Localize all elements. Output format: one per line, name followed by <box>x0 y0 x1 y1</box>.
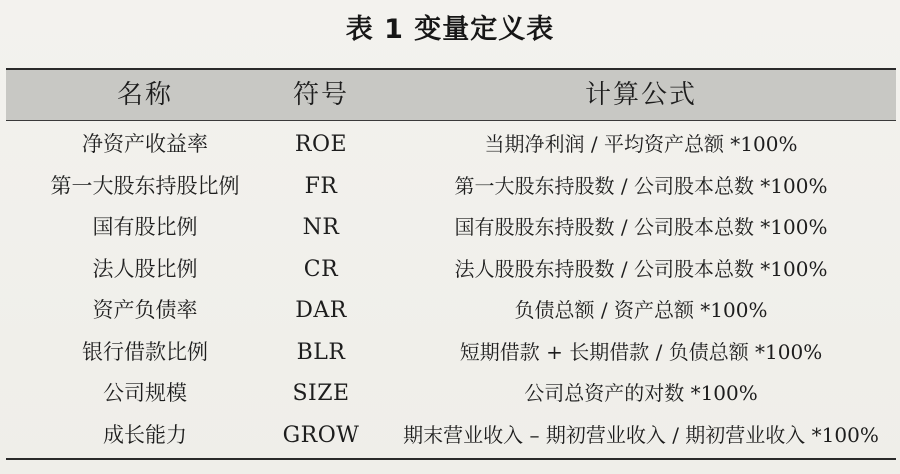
header-formula: 计算公式 <box>584 80 697 110</box>
table-bottom-rule <box>6 458 896 460</box>
row-name: 公司规模 <box>103 381 187 405</box>
table-row <box>6 415 896 457</box>
row-symbol: DAR <box>295 298 347 323</box>
table-row <box>6 332 896 374</box>
table-row <box>6 373 896 415</box>
table-row <box>6 249 896 291</box>
row-symbol: SIZE <box>292 381 350 406</box>
table-body <box>6 124 896 456</box>
row-name: 银行借款比例 <box>82 339 208 364</box>
row-formula: 第一大股东持股数 / 公司股本总数 *100% <box>454 173 828 198</box>
table-row <box>6 124 896 166</box>
row-name: 国有股比例 <box>92 215 198 239</box>
row-formula: 负债总额 / 资产总额 *100% <box>514 298 768 322</box>
row-symbol: NR <box>302 215 340 240</box>
table-header-row <box>6 70 896 120</box>
row-symbol: ROE <box>294 132 348 157</box>
table-title: 表 1 变量定义表 <box>345 14 555 45</box>
row-formula: 法人股股东持股数 / 公司股本总数 *100% <box>454 256 828 281</box>
row-symbol: CR <box>303 256 339 282</box>
row-symbol: FR <box>304 173 338 199</box>
row-name: 净资产收益率 <box>82 132 208 156</box>
row-name: 第一大股东持股比例 <box>50 173 240 198</box>
row-formula: 公司总资产的对数 *100% <box>524 381 758 405</box>
row-formula: 期末营业收入 – 期初营业收入 / 期初营业收入 *100% <box>403 422 879 447</box>
row-formula: 短期借款 + 长期借款 / 负债总额 *100% <box>459 339 823 364</box>
row-symbol: BLR <box>296 339 346 365</box>
row-name: 成长能力 <box>103 422 187 447</box>
table-row <box>6 207 896 249</box>
row-name: 资产负债率 <box>92 298 198 322</box>
table-row <box>6 166 896 208</box>
row-name: 法人股比例 <box>92 256 198 281</box>
header-name: 名称 <box>116 80 173 110</box>
header-symbol: 符号 <box>292 80 349 110</box>
table-header-rule <box>6 120 896 121</box>
table-row <box>6 290 896 332</box>
row-symbol: GROW <box>282 422 360 448</box>
row-formula: 国有股股东持股数 / 公司股本总数 *100% <box>454 215 828 239</box>
row-formula: 当期净利润 / 平均资产总额 *100% <box>484 132 798 156</box>
